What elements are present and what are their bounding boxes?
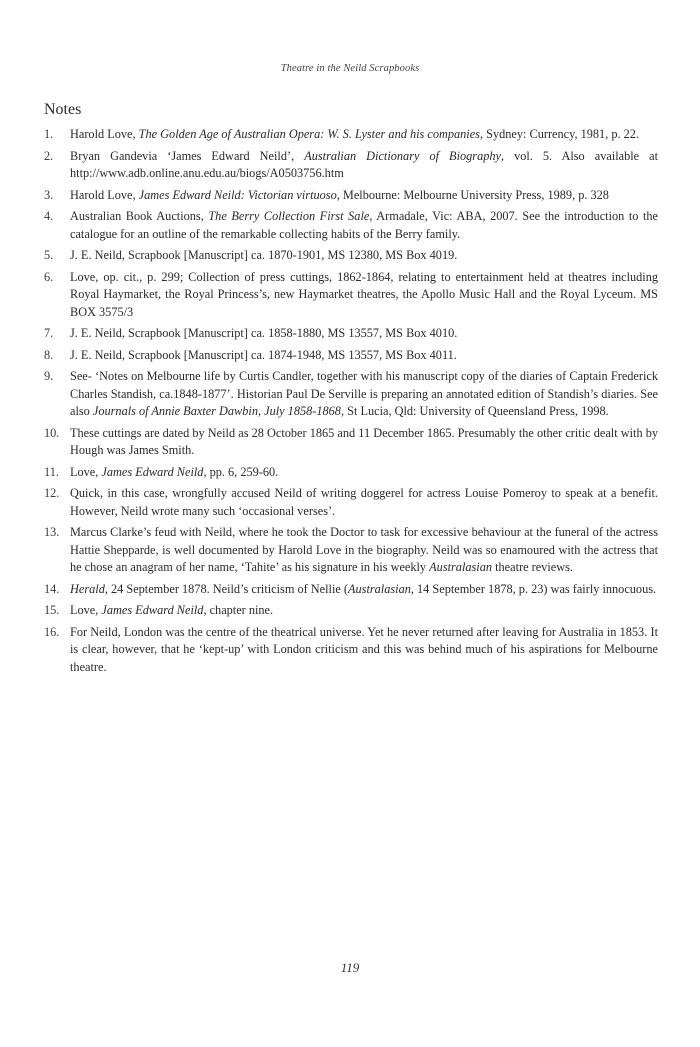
note-number: 2.: [44, 148, 54, 163]
note-text-segment: , Armadale, Vic: ABA, 2007. See the introduction to the catalogue for an outline of the remarkable collecting habits of the Berry family.: [70, 209, 658, 241]
note-text-segment: See- ‘Notes on Melbourne life by Curtis Candler, together with his manuscript copy of the diaries of Captain Frederick Charles Standish, ca.1848-1877’. Historian Paul De Serville is preparing an annotated edition of Standish’s diaries. See also: [70, 369, 658, 419]
running-header: Theatre in the Neild Scrapbooks: [280, 63, 420, 74]
note-number: 12.: [44, 486, 60, 501]
note-text-segment: Marcus Clarke’s feud with Neild, where he took the Doctor to task for excessive behaviour at the funeral of the actress Hattie Shepparde, is well documented by Harold Love in the biography. Neild was so enamoured with the actress that he chose an anagram of her name, ‘Tahite’ as his signature in his weekly: [70, 525, 658, 575]
note-item: [44, 485, 658, 520]
note-number: 13.: [44, 525, 60, 540]
note-number: 4.: [44, 209, 54, 224]
note-text-segment: Love,: [70, 603, 102, 618]
note-number: 8.: [44, 347, 54, 362]
note-text: [70, 187, 658, 204]
note-italic-title: James Edward Neild: Victorian virtuoso: [138, 187, 337, 202]
note-text: [70, 247, 658, 264]
note-text-segment: , vol. 5. Also available at http://www.adb.online.anu.edu.au/biogs/A0503756.htm: [70, 148, 659, 180]
note-item: [44, 602, 658, 619]
note-italic-title: Australasian: [348, 581, 411, 596]
note-number: 5.: [44, 248, 54, 263]
note-item: [44, 581, 658, 598]
page-number: 119: [340, 960, 360, 975]
note-italic-title: Herald: [70, 581, 105, 596]
note-text: [70, 325, 658, 342]
note-text: [70, 347, 658, 364]
note-text-segment: , 24 September 1878. Neild’s criticism of Nellie (: [104, 581, 348, 596]
note-text-segment: Love,: [70, 464, 102, 479]
note-item: [44, 247, 658, 264]
note-italic-title: The Berry Collection First Sale: [208, 209, 370, 224]
notes-heading: Notes: [44, 101, 82, 118]
notes-list: [44, 126, 658, 680]
note-item: [44, 325, 658, 342]
note-item: [44, 126, 658, 143]
note-italic-title: Australasian: [429, 560, 493, 575]
note-text-segment: theatre reviews.: [492, 560, 573, 575]
note-text-segment: Harold Love,: [70, 187, 139, 202]
note-text: [70, 581, 658, 598]
note-text-segment: , chapter nine.: [203, 603, 274, 618]
note-text-segment: , pp. 6, 259-60.: [203, 464, 279, 479]
note-italic-title: The Golden Age of Australian Opera: W. S. Lyster and his companies: [138, 127, 480, 141]
note-text-segment: , 14 September 1878, p. 23) was fairly innocuous.: [410, 581, 657, 596]
note-text: [70, 464, 658, 481]
note-number: 10.: [44, 425, 60, 440]
note-text-segment: Love, op. cit., p. 299; Collection of press cuttings, 1862-1864, relating to entertainment held at theatres including Royal Haymarket, the Royal Princess’s, new Haymarket theatres, the Apollo Music Hall and the Royal Lyceum. MS BOX 3575/3: [70, 269, 658, 319]
note-italic-title: James Edward Neild: [101, 603, 204, 618]
note-number: 7.: [44, 326, 54, 341]
note-number: 1.: [44, 127, 54, 141]
note-text-segment: , Sydney: Currency, 1981, p. 22.: [479, 127, 640, 141]
note-text-segment: Quick, in this case, wrongfully accused Neild of writing doggerel for actress Louise Pomeroy to speak at a benefit. However, Neild wrote many such ‘occasional verses’.: [70, 486, 658, 518]
note-item: [44, 148, 658, 183]
note-text: [70, 602, 658, 619]
note-item: [44, 624, 658, 676]
note-item: [44, 524, 658, 576]
note-text: [70, 269, 658, 321]
note-item: [44, 208, 658, 243]
note-item: [44, 269, 658, 321]
note-text-segment: Harold Love,: [70, 127, 139, 141]
note-text: [70, 524, 658, 576]
note-text-segment: J. E. Neild, Scrapbook [Manuscript] ca. 1858-1880, MS 13557, MS Box 4010.: [70, 326, 458, 341]
note-number: 6.: [44, 269, 54, 284]
note-number: 9.: [44, 369, 54, 384]
note-text-segment: J. E. Neild, Scrapbook [Manuscript] ca. 1870-1901, MS 12380, MS Box 4019.: [70, 248, 458, 263]
note-item: [44, 425, 658, 460]
note-text: [70, 624, 658, 676]
note-text-segment: J. E. Neild, Scrapbook [Manuscript] ca. 1874-1948, MS 13557, MS Box 4011.: [70, 347, 457, 362]
note-number: 14.: [44, 581, 60, 596]
note-text-segment: , St Lucia, Qld: University of Queensland Press, 1998.: [340, 404, 609, 419]
note-text-segment: Bryan Gandevia ‘James Edward Neild’,: [70, 148, 305, 163]
note-item: [44, 464, 658, 481]
note-italic-title: Australian Dictionary of Biography: [304, 148, 501, 163]
note-number: 3.: [44, 187, 54, 202]
note-number: 16.: [44, 624, 60, 639]
note-italic-title: James Edward Neild: [101, 464, 204, 479]
note-italic-title: Journals of Annie Baxter Dawbin, July 1858-1868: [92, 404, 341, 419]
note-text-segment: , Melbourne: Melbourne University Press, 1989, p. 328: [336, 187, 609, 202]
note-text: [70, 425, 658, 460]
note-item: [44, 347, 658, 364]
note-text-segment: Australian Book Auctions,: [70, 209, 209, 224]
note-item: [44, 187, 658, 204]
note-number: 15.: [44, 603, 60, 618]
note-text: [70, 148, 658, 183]
note-text-segment: These cuttings are dated by Neild as 28 October 1865 and 11 December 1865. Presumably the other critic dealt with by Hough was James Smith.: [70, 425, 658, 458]
note-text: [70, 485, 658, 520]
note-number: 11.: [44, 464, 59, 479]
note-text-segment: For Neild, London was the centre of the theatrical universe. Yet he never returned after leaving for Australia in 1853. It is clear, however, that he ‘kept-up’ with London criticism and this was behind much of his aspirations for Melbourne theatre.: [70, 624, 658, 674]
note-text: [70, 126, 658, 143]
note-text: [70, 208, 658, 243]
note-item: [44, 368, 658, 420]
note-text: [70, 368, 658, 420]
